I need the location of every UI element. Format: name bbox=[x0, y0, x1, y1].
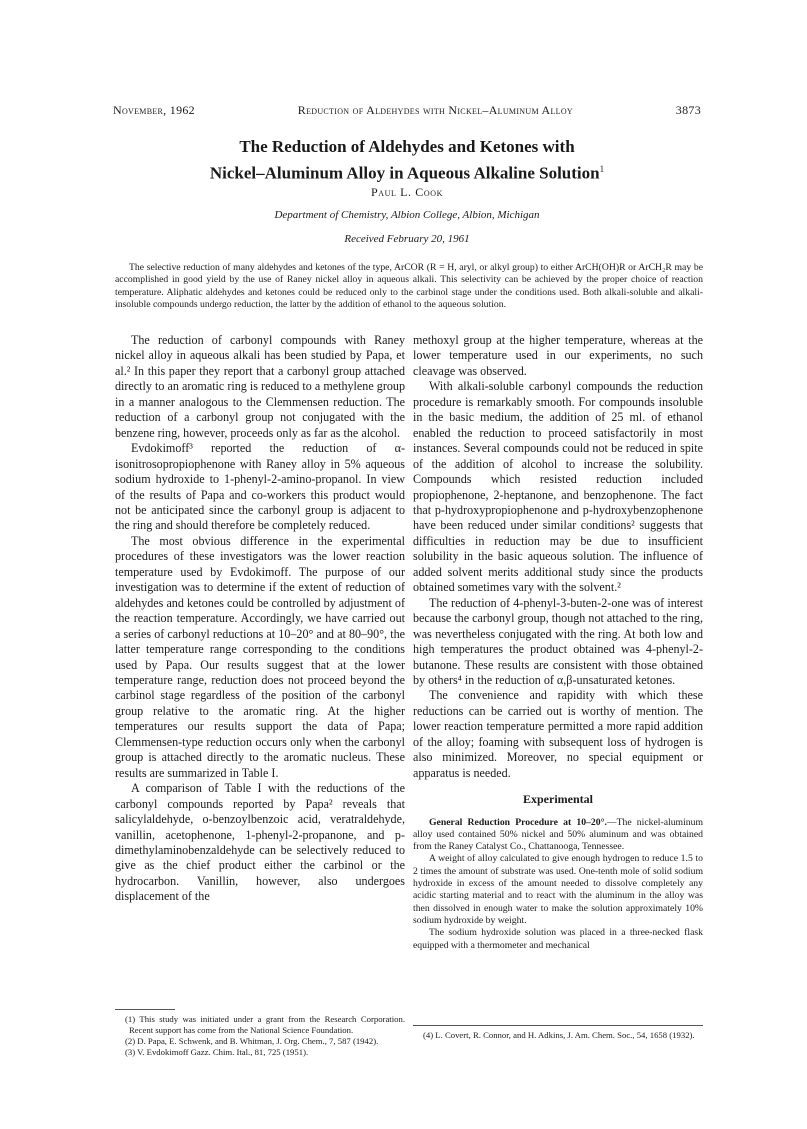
running-title: Reduction of Aldehydes with Nickel–Aluminum Alloy bbox=[297, 103, 574, 117]
body-paragraph: methoxyl group at the higher temperature, whereas at the lower temperature used in our experiments, no such cleavage was observed. bbox=[413, 333, 703, 378]
title-line-2 bbox=[113, 158, 701, 185]
title-line-1: The Reduction of Aldehydes and Ketones with bbox=[239, 137, 575, 156]
procedure-heading: General Reduction Procedure at 10–20°. bbox=[429, 816, 607, 828]
body-paragraph: The reduction of carbonyl compounds with Raney nickel alloy in aqueous alkali has been studied by Papa, et al.² In this paper they report that a carbonyl group attached directly to an aromatic ring is reduced to a methylene group in a manner analogous to the Clemmensen reduction. The reduction of a carbonyl group not conjugated with the benzene ring, however, proceeds only as far as the alcohol. bbox=[115, 333, 405, 440]
body-paragraph: The convenience and rapidity with which these reductions can be carried out is worthy of mention. The lower reaction temperature permitted a more rapid addition of the alloy; foaming with subsequent loss of hydrogen is also minimized. Moreover, no special equipment or apparatus is needed. bbox=[413, 688, 703, 780]
footnotes-right bbox=[413, 1030, 703, 1041]
author-affiliation: Department of Chemistry, Albion College, Albion, Michigan bbox=[274, 209, 540, 221]
left-column bbox=[115, 333, 405, 905]
title-footnote-marker: 1 bbox=[599, 164, 605, 174]
right-column bbox=[413, 333, 703, 952]
issue-date: November, 1962 bbox=[113, 103, 195, 117]
experimental-paragraph bbox=[413, 817, 703, 854]
footnote: (4) L. Covert, R. Connor, and H. Adkins, J. Am. Chem. Soc., 54, 1658 (1932). bbox=[423, 1030, 695, 1040]
title-line-2-text: Nickel–Aluminum Alloy in Aqueous Alkaline Solution bbox=[209, 163, 600, 183]
footnote: (1) This study was initiated under a grant from the Research Corporation. Recent support has come from the National Science Foundation. bbox=[125, 1014, 405, 1035]
footnote-divider bbox=[115, 1009, 175, 1010]
footnote: (3) V. Evdokimoff Gazz. Chim. Ital., 81, 725 (1951). bbox=[125, 1047, 309, 1057]
body-paragraph: The reduction of 4-phenyl-3-buten-2-one was of interest because the carbonyl group, though not attached to the ring, was nevertheless conjugated with the ring. At both low and high temperatures the product obtained was 4-phenyl-2-butanone. These results are consistent with those obtained by others⁴ in the reduction of α,β-unsaturated ketones. bbox=[413, 595, 703, 687]
body-paragraph: The most obvious difference in the experimental procedures of these investigators was the lower reaction temperature used by Evdokimoff. The purpose of our investigation was to determine if the extent of reduction of aldehydes and ketones could be controlled by adjustment of the reaction temperature. Accordingly, we have carried out a series of carbonyl reductions at 10–20° and at 80–90°, the latter temperature range corresponding to the conditions used by Papa. Our results suggest that at the lower temperature range, reduction does not proceed beyond the carbinol stage regardless of the position of the carbonyl group relative to the aromatic ring. At the higher temperatures our results support the data of Papa; Clemmensen-type reduction occurs only when the carbonyl group is attached directly to the aromatic nucleus. These results are summarized in Table I. bbox=[115, 533, 405, 780]
article-title bbox=[113, 136, 701, 185]
running-head bbox=[113, 103, 701, 118]
body-paragraph: Evdokimoff³ reported the reduction of α-isonitrosopropiophenone with Raney alloy in 5% aqueous sodium hydroxide to 1-phenyl-2-amino-propanol. In view of the results of Papa and co-workers this product would not be anticipated since the carbonyl group is adjacent to the ring and should therefore be completely reduced. bbox=[115, 441, 405, 533]
author-name: Paul L. Cook bbox=[371, 185, 443, 199]
experimental-paragraph: A weight of alloy calculated to give enough hydrogen to reduce 1.5 to 2 times the amount of substrate was used. One-tenth mole of solid sodium hydroxide in excess of the amount needed to dissolve completely any acidic starting material and to react with the aluminum in the alloy was then dissolved in enough water to make the solution approximately 10% sodium hydroxide by weight. bbox=[413, 853, 703, 926]
received-date: Received February 20, 1961 bbox=[344, 233, 470, 245]
procedure-text: —The nickel-aluminum alloy used contained 50% nickel and 50% aluminum and was obtained from the Raney Catalyst Co., Chattanooga, Tennessee. bbox=[413, 816, 703, 853]
footnotes-left bbox=[115, 1014, 405, 1058]
experimental-section bbox=[413, 817, 703, 952]
footnote-divider bbox=[413, 1025, 703, 1026]
body-paragraph: With alkali-soluble carbonyl compounds the reduction procedure is remarkably smooth. For compounds insoluble in the basic medium, the addition of 25 ml. of ethanol enabled the reduction to proceed satisfactorily in most instances. Several compounds could not be reduced in spite of the addition of alcohol to increase the solubility. Compounds which resisted reduction included propiophenone, 2-heptanone, and benzophenone. The fact that p-hydroxypropiophenone and p-hydroxybenzophenone have been reduced under similar conditions² suggests that difficulties in reduction may be due to insufficient solubility in the basic aqueous solution. The influence of added solvent merits additional study since the products obtained sometimes vary with the solvent.² bbox=[413, 379, 703, 595]
page-number: 3873 bbox=[675, 103, 701, 117]
experimental-paragraph: The sodium hydroxide solution was placed in a three-necked flask equipped with a thermometer and mechanical bbox=[413, 927, 703, 951]
abstract bbox=[115, 262, 703, 311]
footnote: (2) D. Papa, E. Schwenk, and B. Whitman, J. Org. Chem., 7, 587 (1942). bbox=[125, 1036, 379, 1046]
body-paragraph: A comparison of Table I with the reductions of the carbonyl compounds reported by Papa² reveals that salicylaldehyde, o-benzoylbenzoic acid, veratraldehyde, vanillin, acetophenone, 1-phenyl-2-propanone, and p-dimethylaminobenzaldehyde can be selectively reduced to give as the chief product either the carbinol or the hydrocarbon. Vanillin, however, also undergoes displacement of the bbox=[115, 781, 405, 904]
section-heading-experimental: Experimental bbox=[523, 792, 593, 807]
abstract-text: The selective reduction of many aldehydes and ketones of the type, ArCOR (R = H, aryl, or alkyl group) to either ArCH(OH)R or ArCH₂R may be accomplished in good yield by the use of Raney nickel alloy in aqueous alkali. This selectivity can be achieved by the proper choice of reaction temperature. Aliphatic aldehydes and ketones could be reduced only to the carbinol stage under the conditions used. Both alkali-soluble and alkali-insoluble compounds undergo reduction, the latter by the addition of ethanol to the aqueous solution. bbox=[115, 262, 703, 310]
